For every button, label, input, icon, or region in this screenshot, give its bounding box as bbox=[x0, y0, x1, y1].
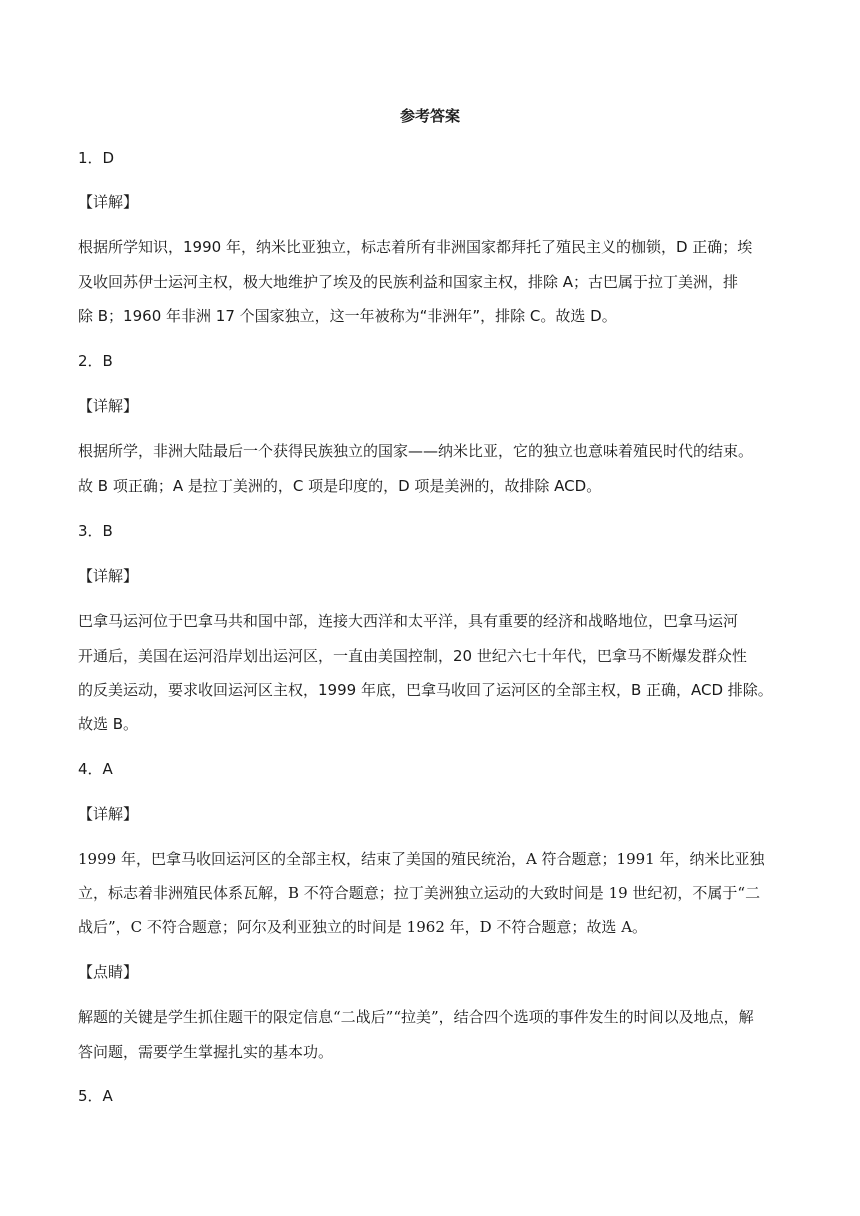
section-heading-tip: 【点睛】 bbox=[78, 963, 139, 981]
text-line: 开通后，美国在运河沿岸划出运河区，一直由美国控制，20 世纪六七十年代，巴拿马不断爆发群众性 bbox=[78, 647, 747, 665]
text-line: 战后”，C 不符合题意；阿尔及利亚独立的时间是 1962 年，D 不符合题意；故选 A。 bbox=[78, 918, 648, 936]
answer-number-4: 4．A bbox=[78, 760, 113, 778]
text-line: 立，标志着非洲殖民体系瓦解，B 不符合题意；拉丁美洲独立运动的大致时间是 19 世纪初，不属于“二 bbox=[78, 884, 761, 902]
text-line: 根据所学，非洲大陆最后一个获得民族独立的国家——纳米比亚，它的独立也意味着殖民时代的结束。 bbox=[78, 442, 754, 460]
text-line: 巴拿马运河位于巴拿马共和国中部，连接大西洋和太平洋，具有重要的经济和战略地位，巴拿马运河 bbox=[78, 612, 739, 630]
text-line: 故选 B。 bbox=[78, 715, 139, 733]
text-line: 的反美运动，要求收回运河区主权，1999 年底，巴拿马收回了运河区的全部主权，B 正确，ACD 排除。 bbox=[78, 681, 773, 699]
answer-number-2: 2．B bbox=[78, 352, 113, 370]
page-title: 参考答案 bbox=[399, 107, 460, 125]
text-line: 除 B；1960 年非洲 17 个国家独立，这一年被称为“非洲年”，排除 C。故选 D。 bbox=[78, 307, 617, 325]
section-heading-detail: 【详解】 bbox=[78, 193, 139, 211]
text-line: 答问题，需要学生掌握扎实的基本功。 bbox=[78, 1043, 334, 1061]
section-heading-detail: 【详解】 bbox=[78, 805, 139, 823]
section-heading-detail: 【详解】 bbox=[78, 567, 139, 585]
text-line: 根据所学知识，1990 年，纳米比亚独立，标志着所有非洲国家都拜托了殖民主义的枷锁，D 正确；埃 bbox=[78, 238, 753, 256]
answer-number-3: 3．B bbox=[78, 522, 113, 540]
text-line: 故 B 项正确；A 是拉丁美洲的，C 项是印度的，D 项是美洲的，故排除 ACD。 bbox=[78, 477, 602, 495]
answer-number-5: 5．A bbox=[78, 1087, 113, 1105]
text-line: 1999 年，巴拿马收回运河区的全部主权，结束了美国的殖民统治，A 符合题意；1991 年，纳米比亚独 bbox=[78, 850, 765, 868]
section-heading-detail: 【详解】 bbox=[78, 397, 139, 415]
text-line: 及收回苏伊士运河主权，极大地维护了埃及的民族利益和国家主权，排除 A；古巴属于拉丁美洲，排 bbox=[78, 273, 739, 291]
text-line: 解题的关键是学生抓住题干的限定信息“二战后”“拉美”，结合四个选项的事件发生的时间以及地点，解 bbox=[78, 1008, 754, 1026]
answer-number-1: 1．D bbox=[78, 149, 115, 167]
